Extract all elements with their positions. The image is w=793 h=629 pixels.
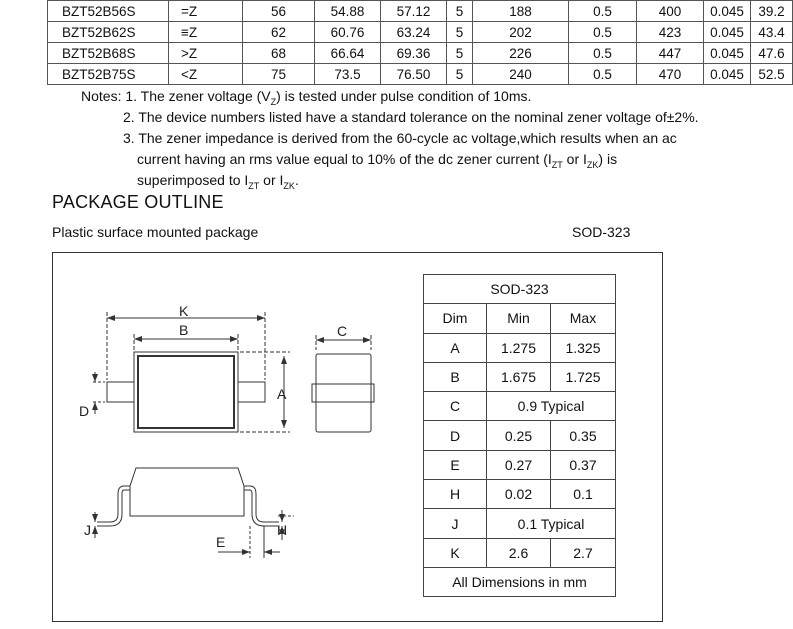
spec-cell-code: >Z bbox=[169, 43, 243, 64]
spec-cell-itest: 5 bbox=[447, 1, 473, 22]
spec-cell-tc2: 39.2 bbox=[751, 1, 793, 22]
dims-footer: All Dimensions in mm bbox=[424, 567, 616, 596]
spec-cell-vnom: 62 bbox=[243, 22, 315, 43]
dims-title: SOD-323 bbox=[424, 275, 616, 304]
dims-cell-min: 1.275 bbox=[487, 333, 551, 362]
label-C: C bbox=[337, 323, 348, 339]
top-view-body-inner bbox=[138, 356, 234, 428]
dims-cell-min: 0.02 bbox=[487, 480, 551, 509]
label-J: J bbox=[84, 522, 91, 538]
dims-cell-min: 0.25 bbox=[487, 421, 551, 450]
dims-cell-max: 1.725 bbox=[551, 362, 616, 391]
label-B: B bbox=[179, 322, 189, 338]
dims-cell-dim: H bbox=[424, 480, 487, 509]
dims-header-dim: Dim bbox=[424, 304, 487, 333]
dims-row bbox=[424, 392, 616, 421]
dims-header-row bbox=[424, 304, 616, 333]
spec-cell-zzt: 202 bbox=[473, 22, 569, 43]
dims-cell-max: 0.35 bbox=[551, 421, 616, 450]
dims-row bbox=[424, 421, 616, 450]
spec-cell-vmax: 76.50 bbox=[381, 64, 447, 85]
front-view-lead-right bbox=[244, 486, 279, 522]
dims-row bbox=[424, 450, 616, 479]
note-2: 2. The device numbers listed have a standard tolerance on the nominal zener voltage of±2%. bbox=[123, 109, 699, 125]
spec-cell-tc1: 0.045 bbox=[704, 43, 751, 64]
note-3-line-1: 3. The zener impedance is derived from the 60-cycle ac voltage,which results when an ac bbox=[123, 130, 677, 146]
spec-cell-vmin: 66.64 bbox=[315, 43, 381, 64]
spec-cell-tc1: 0.045 bbox=[704, 64, 751, 85]
dimension-table-body bbox=[424, 275, 616, 597]
spec-cell-part: BZT52B56S bbox=[48, 1, 169, 22]
dims-row bbox=[424, 480, 616, 509]
dims-header-min: Min bbox=[487, 304, 551, 333]
dims-row bbox=[424, 509, 616, 538]
dims-title-row bbox=[424, 275, 616, 304]
spec-cell-zzt: 188 bbox=[473, 1, 569, 22]
dims-cell-max: 0.37 bbox=[551, 450, 616, 479]
top-view-lead-left bbox=[107, 382, 134, 402]
dims-cell-max: 1.325 bbox=[551, 333, 616, 362]
spec-cell-vmin: 73.5 bbox=[315, 64, 381, 85]
spec-cell-izk: 0.5 bbox=[569, 1, 637, 22]
spec-cell-zzk: 400 bbox=[637, 1, 704, 22]
spec-cell-itest: 5 bbox=[447, 22, 473, 43]
spec-cell-tc2: 47.6 bbox=[751, 43, 793, 64]
dims-cell-dim: D bbox=[424, 421, 487, 450]
dims-cell-dim: A bbox=[424, 333, 487, 362]
note-1: Notes: 1. The zener voltage $(V_Z)$ is tested under pulse condition of 10ms. bbox=[81, 88, 532, 107]
spec-cell-izk: 0.5 bbox=[569, 22, 637, 43]
top-view-body bbox=[134, 352, 238, 432]
spec-cell-part: BZT52B62S bbox=[48, 22, 169, 43]
front-view-body bbox=[130, 468, 244, 516]
dims-cell-min: 1.675 bbox=[487, 362, 551, 391]
label-A: A bbox=[277, 386, 287, 402]
label-K: K bbox=[179, 303, 189, 319]
package-description: Plastic surface mounted package bbox=[52, 224, 259, 240]
spec-cell-vmin: 54.88 bbox=[315, 1, 381, 22]
front-view-lead-left bbox=[97, 486, 130, 522]
dims-cell-typical: 0.9 Typical bbox=[487, 392, 616, 421]
dims-cell-dim: B bbox=[424, 362, 487, 391]
spec-cell-zzk: 447 bbox=[637, 43, 704, 64]
spec-cell-tc2: 52.5 bbox=[751, 64, 793, 85]
label-H: H bbox=[277, 522, 288, 538]
dims-cell-dim: J bbox=[424, 509, 487, 538]
spec-cell-vmin: 60.76 bbox=[315, 22, 381, 43]
spec-cell-zzk: 470 bbox=[637, 64, 704, 85]
dims-cell-typical: 0.1 Typical bbox=[487, 509, 616, 538]
spec-cell-vmax: 57.12 bbox=[381, 1, 447, 22]
spec-cell-code: <Z bbox=[169, 64, 243, 85]
spec-cell-code: ≡Z bbox=[169, 22, 243, 43]
top-view-lead-right bbox=[238, 382, 265, 402]
dims-cell-dim: E bbox=[424, 450, 487, 479]
package-type: SOD-323 bbox=[572, 224, 631, 240]
dims-header-max: Max bbox=[551, 304, 616, 333]
dims-row bbox=[424, 333, 616, 362]
dims-cell-dim: C bbox=[424, 392, 487, 421]
label-D: D bbox=[79, 403, 90, 419]
package-outline-heading: PACKAGE OUTLINE bbox=[52, 192, 224, 212]
spec-cell-zzt: 226 bbox=[473, 43, 569, 64]
spec-cell-vnom: 68 bbox=[243, 43, 315, 64]
sod323-dimension-table bbox=[423, 274, 616, 597]
side-view-lead bbox=[312, 384, 374, 402]
spec-cell-tc1: 0.045 bbox=[704, 1, 751, 22]
spec-cell-part: BZT52B75S bbox=[48, 64, 169, 85]
spec-cell-part: BZT52B68S bbox=[48, 43, 169, 64]
note-3-line-3: superimposed to $I_{ZT}$ or $I_{ZK}$. bbox=[137, 172, 299, 191]
dims-footer-row bbox=[424, 567, 616, 596]
spec-cell-izk: 0.5 bbox=[569, 43, 637, 64]
side-view-body bbox=[316, 354, 371, 432]
spec-cell-tc1: 0.045 bbox=[704, 22, 751, 43]
spec-cell-zzt: 240 bbox=[473, 64, 569, 85]
label-E: E bbox=[216, 534, 226, 550]
dims-row bbox=[424, 362, 616, 391]
spec-cell-izk: 0.5 bbox=[569, 64, 637, 85]
spec-cell-zzk: 423 bbox=[637, 22, 704, 43]
note-3-line-2: current having an rms value equal to 10% of the dc zener current ($I_{ZT}$ or $I_{ZK}$) is bbox=[137, 151, 618, 170]
spec-cell-itest: 5 bbox=[447, 43, 473, 64]
spec-cell-tc2: 43.4 bbox=[751, 22, 793, 43]
spec-cell-code: =Z bbox=[169, 1, 243, 22]
spec-cell-vmax: 63.24 bbox=[381, 22, 447, 43]
spec-cell-vmax: 69.36 bbox=[381, 43, 447, 64]
spec-cell-vnom: 56 bbox=[243, 1, 315, 22]
dims-cell-min: 2.6 bbox=[487, 538, 551, 567]
dims-cell-max: 2.7 bbox=[551, 538, 616, 567]
spec-cell-itest: 5 bbox=[447, 64, 473, 85]
spec-cell-vnom: 75 bbox=[243, 64, 315, 85]
dims-cell-min: 0.27 bbox=[487, 450, 551, 479]
dims-cell-dim: K bbox=[424, 538, 487, 567]
dims-cell-max: 0.1 bbox=[551, 480, 616, 509]
dims-row bbox=[424, 538, 616, 567]
